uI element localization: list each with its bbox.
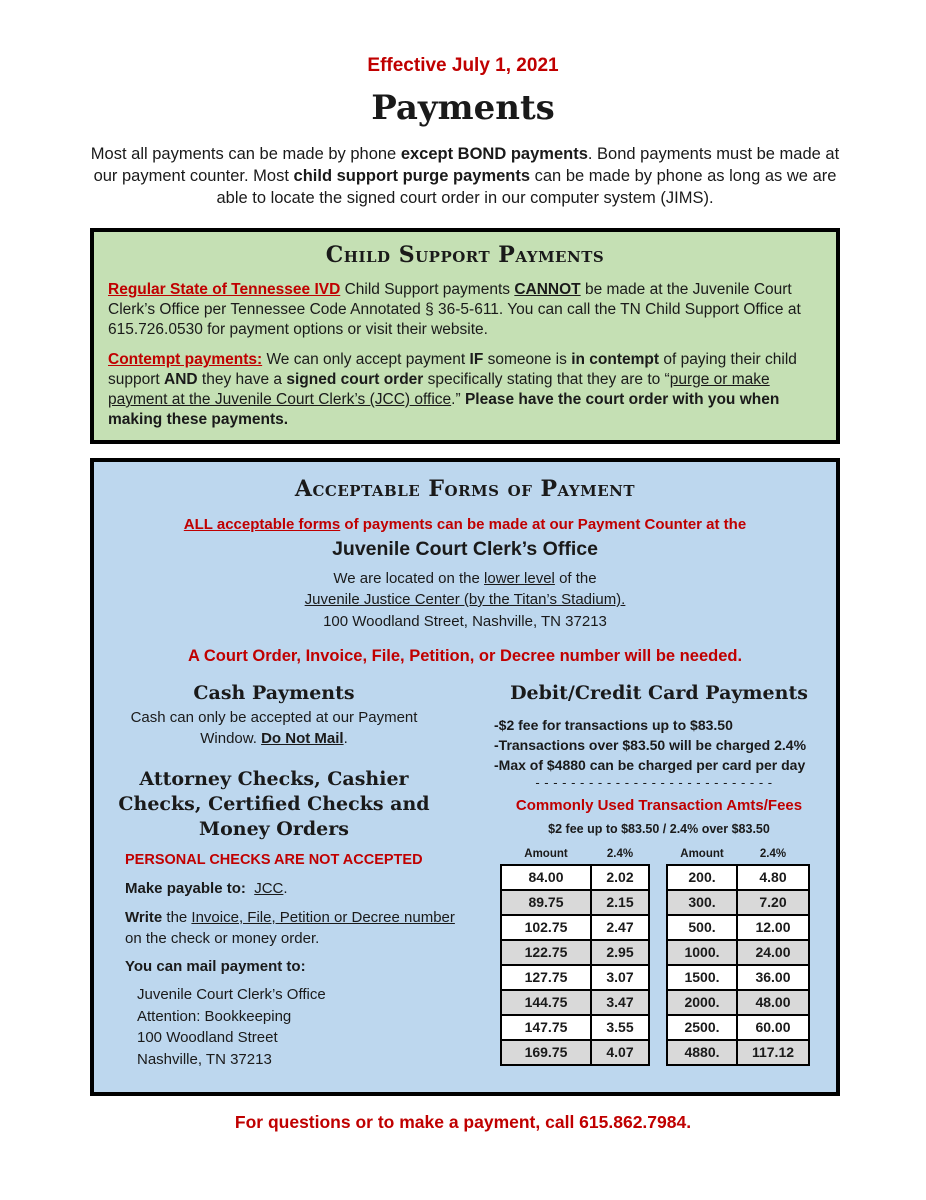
card-heading: Debit/Credit Card Payments (510, 682, 808, 704)
write-text: on the check or money order. (125, 930, 320, 947)
location-address: 100 Woodland Street, Nashville, TN 37213 (323, 613, 607, 630)
acceptable-heading: Acceptable Forms of Payment (294, 476, 636, 502)
office-name: Juvenile Court Clerk’s Office (332, 538, 598, 560)
payable-label: Make payable to: (125, 880, 246, 897)
ivd-text: Child Support payments (340, 281, 515, 298)
fee-amount-cell: 169.75 (502, 1041, 590, 1064)
fee-amount-cell: 300. (668, 891, 736, 914)
child-support-box (90, 228, 840, 444)
personal-checks-warning: PERSONAL CHECKS ARE NOT ACCEPTED (125, 852, 423, 868)
card-fee-rules (494, 715, 806, 775)
cannot-emphasis: CANNOT (514, 281, 581, 298)
fee-amount-cell: 89.75 (502, 891, 590, 914)
contempt-text: We can only accept payment (262, 351, 470, 368)
fee-percent-cell: 117.12 (738, 1041, 808, 1064)
mail-address (137, 984, 326, 1070)
ivd-lead: Regular State of Tennessee IVD (108, 281, 341, 298)
page-title: Payments (371, 88, 555, 128)
cash-period: . (343, 730, 348, 747)
bring-order-note: Please have the court order with you when making these payments. (108, 391, 780, 428)
acceptable-payments-box (90, 458, 840, 1096)
fee-percent-cell: 7.20 (738, 891, 808, 914)
fee-amount-cell: 200. (668, 866, 736, 889)
counter-line-text: of payments can be made at our Payment Counter at the (340, 516, 747, 533)
contempt-lead: Contempt payments: (108, 351, 263, 368)
mail-address-line: Attention: Bookkeeping (137, 1007, 292, 1025)
fee-amount-cell: 84.00 (502, 866, 590, 889)
percent-header: 2.4% (606, 848, 634, 860)
mail-label: You can mail payment to: (125, 958, 306, 975)
contempt-text: someone is (483, 351, 572, 368)
card-rule: -Transactions over $83.50 will be charged 2.4% (494, 737, 807, 753)
fee-amount-cell: 1000. (668, 941, 736, 964)
fee-amount-cell: 1500. (668, 966, 736, 989)
contempt-text: specifically stating that they are to “ (423, 371, 670, 388)
write-numbers: Invoice, File, Petition or Decree number (191, 909, 455, 926)
mail-address-line: Nashville, TN 37213 (137, 1050, 272, 1068)
intro-purge-emphasis: child support purge payments (293, 167, 531, 185)
fee-percent-cell: 4.07 (592, 1041, 648, 1064)
and-emphasis: AND (164, 371, 198, 388)
contempt-text: .” (451, 391, 465, 408)
write-instruction (125, 907, 455, 949)
in-contempt-emphasis: in contempt (571, 351, 660, 368)
card-rule: -Max of $4880 can be charged per card per day (494, 757, 806, 773)
fee-amount-cell: 122.75 (502, 941, 590, 964)
fee-percent-cell: 3.55 (592, 1016, 648, 1039)
checks-heading: Attorney Checks, Cashier Checks, Certified Checks and Money Orders (118, 768, 430, 840)
footer-contact: For questions or to make a payment, call 615.862.7984. (234, 1112, 692, 1132)
lower-level: lower level (484, 570, 555, 587)
contempt-paragraph (108, 350, 826, 430)
intro-text: Most all payments can be made by phone (90, 145, 401, 163)
location-text: of the (554, 570, 597, 587)
counter-line (94, 516, 836, 533)
fee-percent-cell: 2.02 (592, 866, 648, 889)
child-support-heading: Child Support Payments (325, 242, 605, 268)
payable-end: . (283, 880, 288, 897)
fee-percent-cell: 3.47 (592, 991, 648, 1014)
intro-text: can be made by phone as long as we are able to locate the signed court order in our computer system (JIMS). (216, 167, 837, 207)
fee-amount-cell: 127.75 (502, 966, 590, 989)
fee-amount-cell: 144.75 (502, 991, 590, 1014)
effective-date: Effective July 1, 2021 (367, 55, 559, 76)
intro-text: . Bond payments must be made at our payment counter. Most (93, 145, 840, 185)
fee-percent-cell: 36.00 (738, 966, 808, 989)
location-text: We are located on the (333, 570, 485, 587)
if-emphasis: IF (469, 351, 484, 368)
all-forms-emphasis: ALL acceptable forms (183, 516, 341, 533)
fee-percent-cell: 48.00 (738, 991, 808, 1014)
mail-address-line: Juvenile Court Clerk’s Office (137, 986, 326, 1003)
justice-center: Juvenile Justice Center (by the Titan’s Stadium). (304, 591, 626, 608)
payable-value: JCC (254, 880, 284, 897)
fee-percent-cell: 2.47 (592, 916, 648, 939)
fee-percent-cell: 2.15 (592, 891, 648, 914)
fee-percent-cell: 3.07 (592, 966, 648, 989)
amount-header: Amount (524, 848, 568, 860)
mail-address-line: 100 Woodland Street (137, 1029, 278, 1046)
intro-paragraph (80, 143, 850, 209)
fee-amount-cell: 4880. (668, 1041, 736, 1064)
purge-instruction: purge or make payment at the Juvenile Court Clerk’s (JCC) office (108, 371, 770, 408)
fee-percent-cell: 12.00 (738, 916, 808, 939)
cash-heading: Cash Payments (193, 682, 355, 704)
amount-header: Amount (680, 848, 724, 860)
ivd-paragraph (108, 280, 826, 340)
ivd-text: be made at the Juvenile Court Clerk’s Office per Tennessee Code Annotated § 36-5-611. You can call the TN Child Support Office at 615.726.0530 for payment options or visit their website. (108, 281, 801, 338)
do-not-mail: Do Not Mail (261, 730, 344, 747)
common-amounts-heading: Commonly Used Transaction Amts/Fees (515, 797, 803, 814)
location-building (94, 591, 836, 608)
court-order-note: A Court Order, Invoice, File, Petition, or Decree number will be needed. (187, 647, 743, 665)
fee-percent-cell: 4.80 (738, 866, 808, 889)
fee-percent-cell: 60.00 (738, 1016, 808, 1039)
write-text: the (162, 909, 192, 926)
location-line (94, 570, 836, 587)
fee-amount-cell: 2000. (668, 991, 736, 1014)
fee-percent-cell: 2.95 (592, 941, 648, 964)
fee-percent-cell: 24.00 (738, 941, 808, 964)
fee-amount-cell: 2500. (668, 1016, 736, 1039)
cash-text (114, 707, 434, 749)
contempt-text: they have a (197, 371, 287, 388)
fee-grid-right (666, 864, 810, 1066)
cash-description: Cash can only be accepted at our Payment Window. (130, 709, 418, 747)
fee-grid-left (500, 864, 650, 1066)
intro-bond-emphasis: except BOND payments (400, 145, 588, 163)
payable-line (125, 880, 288, 897)
contempt-text: of paying their child support (108, 351, 797, 388)
percent-header: 2.4% (759, 848, 787, 860)
fee-amount-cell: 147.75 (502, 1016, 590, 1039)
common-amounts-subheading: $2 fee up to $83.50 / 2.4% over $83.50 (548, 822, 770, 836)
write-label: Write (125, 909, 163, 926)
card-rule: -$2 fee for transactions up to $83.50 (494, 717, 733, 733)
fee-amount-cell: 102.75 (502, 916, 590, 939)
fee-amount-cell: 500. (668, 916, 736, 939)
signed-order-emphasis: signed court order (286, 371, 424, 388)
dashed-divider: - - - - - - - - - - - - - - - - - - - - - - - - - - - (535, 775, 773, 790)
